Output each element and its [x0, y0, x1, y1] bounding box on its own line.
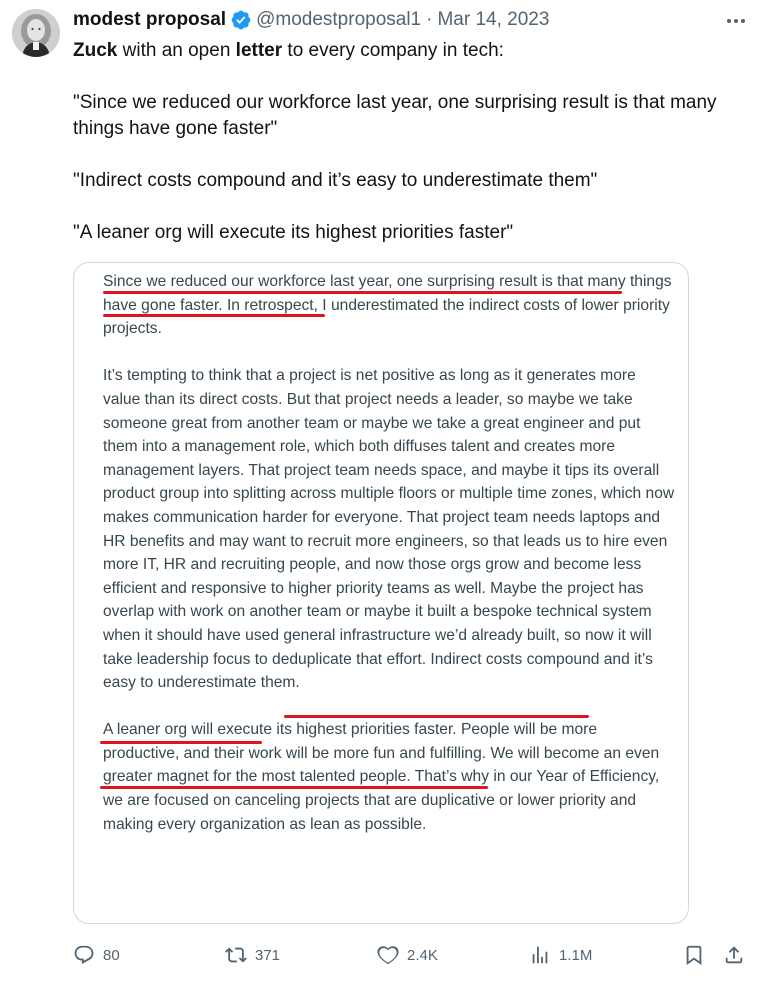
letter-image-card[interactable] [73, 262, 689, 924]
display-name[interactable]: modest proposal [73, 9, 227, 30]
reply-count: 80 [103, 946, 120, 964]
tweet-quote-3: "A leaner org will execute its highest priorities faster" [73, 222, 514, 243]
like-button[interactable] [377, 942, 438, 968]
tweet-actions [73, 942, 753, 968]
intro-text-2: to every company in tech: [282, 40, 504, 61]
share-icon [723, 944, 745, 966]
more-options-icon[interactable] [724, 10, 748, 32]
letter-paragraph-1: Since we reduced our workforce last year, one surprising result is that many things have gone faster. In retrospect, I underestimated the indirect costs of lower priority projects. [103, 273, 672, 338]
separator-dot: · [426, 9, 433, 30]
share-button[interactable] [723, 942, 745, 968]
repost-icon [225, 944, 247, 966]
letter-text [103, 270, 675, 836]
intro-text-1: with an open [117, 40, 236, 61]
repost-button[interactable] [225, 942, 280, 968]
like-count: 2.4K [407, 946, 438, 964]
avatar[interactable] [12, 9, 60, 57]
avatar-portrait-icon [12, 9, 60, 57]
highlight-underline-2 [103, 314, 325, 317]
bookmark-icon [683, 944, 705, 966]
tweet-quote-1: "Since we reduced our workforce last year, one surprising result is that many things have gone faster" [73, 92, 717, 139]
views-count: 1.1M [559, 946, 593, 964]
verified-badge-icon [230, 9, 252, 31]
tweet-text [73, 38, 753, 246]
highlight-underline-4 [100, 741, 262, 744]
highlight-underline-1 [103, 291, 622, 294]
letter-paragraph-2: It’s tempting to think that a project is net positive as long as it generates more value than its direct costs. But that project needs a leader, so maybe we take someone great from another team or maybe we take a great engineer and put them into a management role, which both diffuses talent and creates more management layers. That project team needs space, and maybe it tips its overall product group into splitting across multiple floors or multiple time zones, which now makes communication harder for everyone. That project team needs laptops and HR benefits and may want to recruit more engineers, so that leads us to hire even more IT, HR and recruiting people, and now those orgs grow and become less efficient and responsive to higher priority teams as well. Maybe the project has overlap with work on another team or maybe it built a bespoke technical system when it should have used general infrastructure we’d already built, so now it will take leadership focus to deduplicate that effort. Indirect costs compound and it’s easy to underestimate them. [103, 367, 675, 692]
heart-icon [377, 944, 399, 966]
highlight-underline-3 [284, 715, 589, 718]
bookmark-button[interactable] [683, 942, 705, 968]
tweet-quote-2: "Indirect costs compound and it’s easy to underestimate them" [73, 170, 598, 191]
views-chart-icon [529, 944, 551, 966]
reply-icon [73, 944, 95, 966]
repost-count: 371 [255, 946, 281, 964]
tweet-intro-line [73, 38, 753, 64]
mention-zuck: Zuck [73, 40, 118, 61]
tweet-date[interactable]: Mar 14, 2023 [437, 9, 550, 30]
views-button[interactable] [529, 942, 592, 968]
handle[interactable]: @modestproposal1 [256, 9, 422, 30]
highlight-underline-5 [100, 786, 488, 789]
tweet-header [73, 9, 549, 31]
reply-button[interactable] [73, 942, 120, 968]
letter-word: letter [235, 40, 283, 61]
letter-paragraph-3: A leaner org will execute its highest priorities faster. People will be more productive, and their work will be more fun and fulfilling. We will become an even greater magnet for the most talented people. That’s why in our Year of Efficiency, we are focused on canceling projects that are duplicative or lower priority and making every organization as lean as possible. [103, 721, 660, 833]
